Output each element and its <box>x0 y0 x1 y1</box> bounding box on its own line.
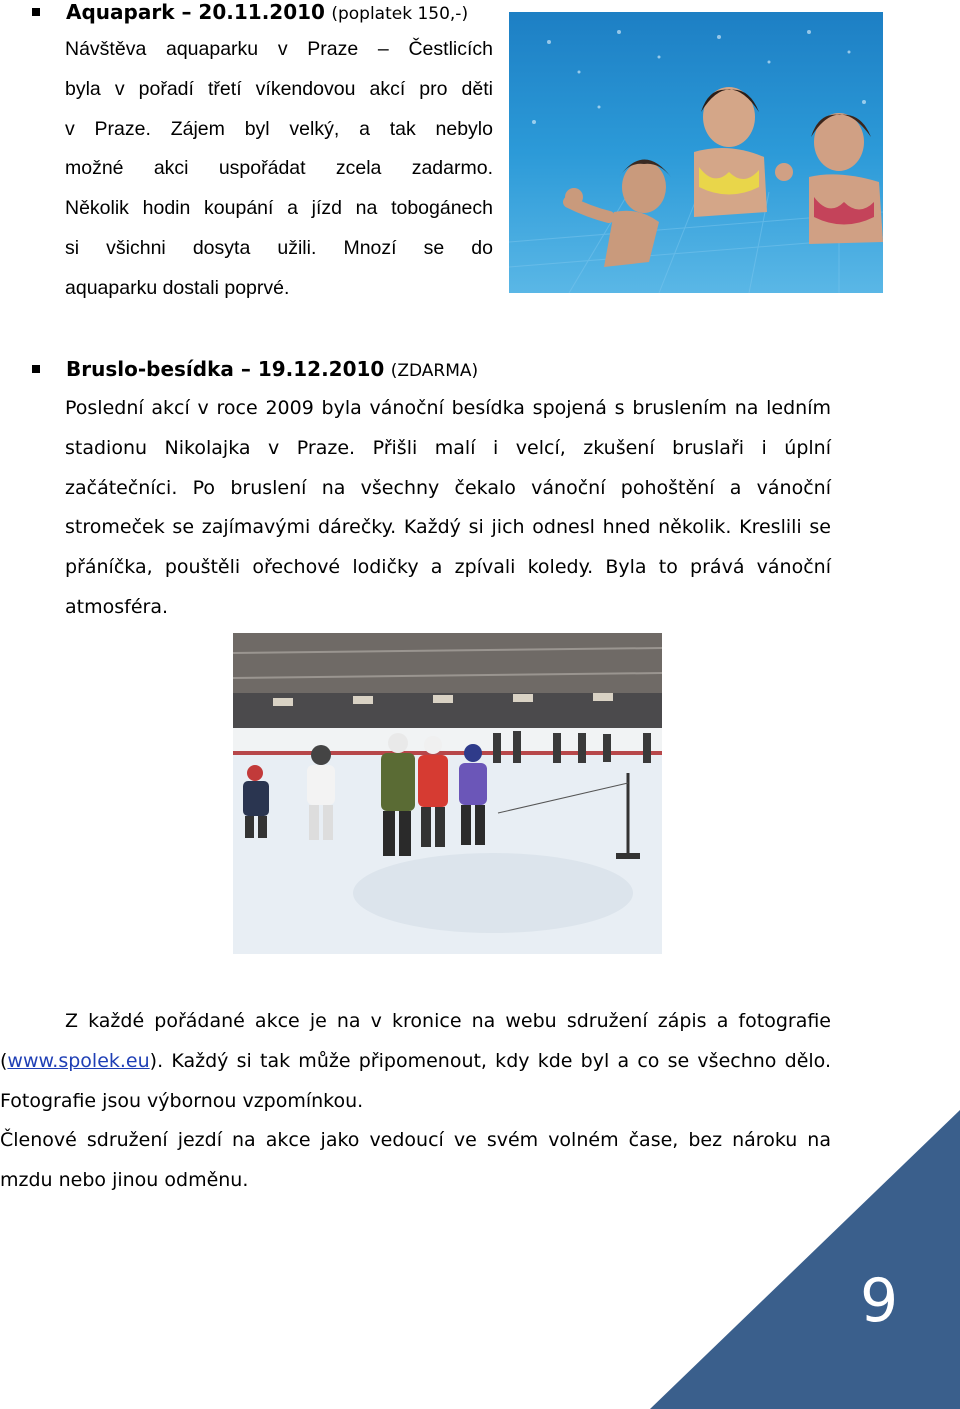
aquapark-fee: (poplatek 150,-) <box>331 4 469 24</box>
spolek-link[interactable]: www.spolek.eu <box>7 1049 150 1072</box>
bruslo-title: Bruslo-besídka – 19.12.2010 <box>66 357 385 381</box>
aquapark-line: v Praze. Zájem byl velký, a tak nebylo <box>65 117 493 140</box>
bruslo-fee: (ZDARMA) <box>390 361 479 381</box>
bruslo-heading <box>66 357 478 383</box>
footer-line-2-text: ). Každý si tak může připomenout, kdy kde byl a co se všechno dělo. <box>149 1049 831 1072</box>
page-corner-decoration <box>650 1110 960 1409</box>
bruslo-line: stadionu Nikolajka v Praze. Přišli malí i velcí, zkušení bruslaři i úplní <box>65 436 831 459</box>
page-number: 9 <box>860 1266 899 1336</box>
bullet-bruslo <box>32 365 40 373</box>
bruslo-line: stromeček se zajímavými dárečky. Každý si jich odnesl hned několik. Kreslili se <box>65 516 831 539</box>
aquapark-heading <box>66 0 468 26</box>
footer-line-4: Členové sdružení jezdí na akce jako vedoucí ve svém volném čase, bez nároku na <box>0 1129 831 1152</box>
bruslo-line: Poslední akcí v roce 2009 byla vánoční besídka spojená s bruslením na ledním <box>65 397 831 419</box>
aquapark-line: aquaparku dostali poprvé. <box>65 276 290 299</box>
aquapark-line: Návštěva aquaparku v Praze – Čestlicích <box>65 38 493 60</box>
footer-line-1 <box>0 1002 831 1042</box>
bruslo-line: začátečníci. Po bruslení na všechny čekalo vánoční pohoštění a vánoční <box>65 476 831 499</box>
footer-line-2 <box>0 1042 831 1082</box>
footer-line-5: mzdu nebo jinou odměnu. <box>0 1169 249 1192</box>
footer-line-3: Fotografie jsou výbornou vzpomínkou. <box>0 1089 364 1112</box>
footer-line-1-text: Z každé pořádané akce je na v kronice na webu sdružení zápis a fotografie <box>65 1010 831 1032</box>
skating-photo <box>233 633 662 954</box>
bruslo-line: atmosféra. <box>65 595 168 618</box>
bruslo-text <box>65 389 831 628</box>
aquapark-photo <box>509 12 883 293</box>
footer-paren-open: ( <box>0 1049 8 1072</box>
aquapark-line: si všichni dosyta užili. Mnozí se do <box>65 236 493 259</box>
aquapark-title: Aquapark – 20.11.2010 <box>66 0 325 24</box>
aquapark-line: byla v pořadí třetí víkendovou akcí pro děti <box>65 77 493 100</box>
bullet-aquapark <box>32 8 40 16</box>
aquapark-line: Několik hodin koupání a jízd na tobogánech <box>65 197 493 220</box>
aquapark-line: možné akci uspořádat zcela zadarmo. <box>65 157 493 180</box>
bruslo-line: přáníčka, pouštěli ořechové lodičky a zpívali koledy. Byla to prává vánoční <box>65 556 831 579</box>
aquapark-text <box>65 30 493 309</box>
